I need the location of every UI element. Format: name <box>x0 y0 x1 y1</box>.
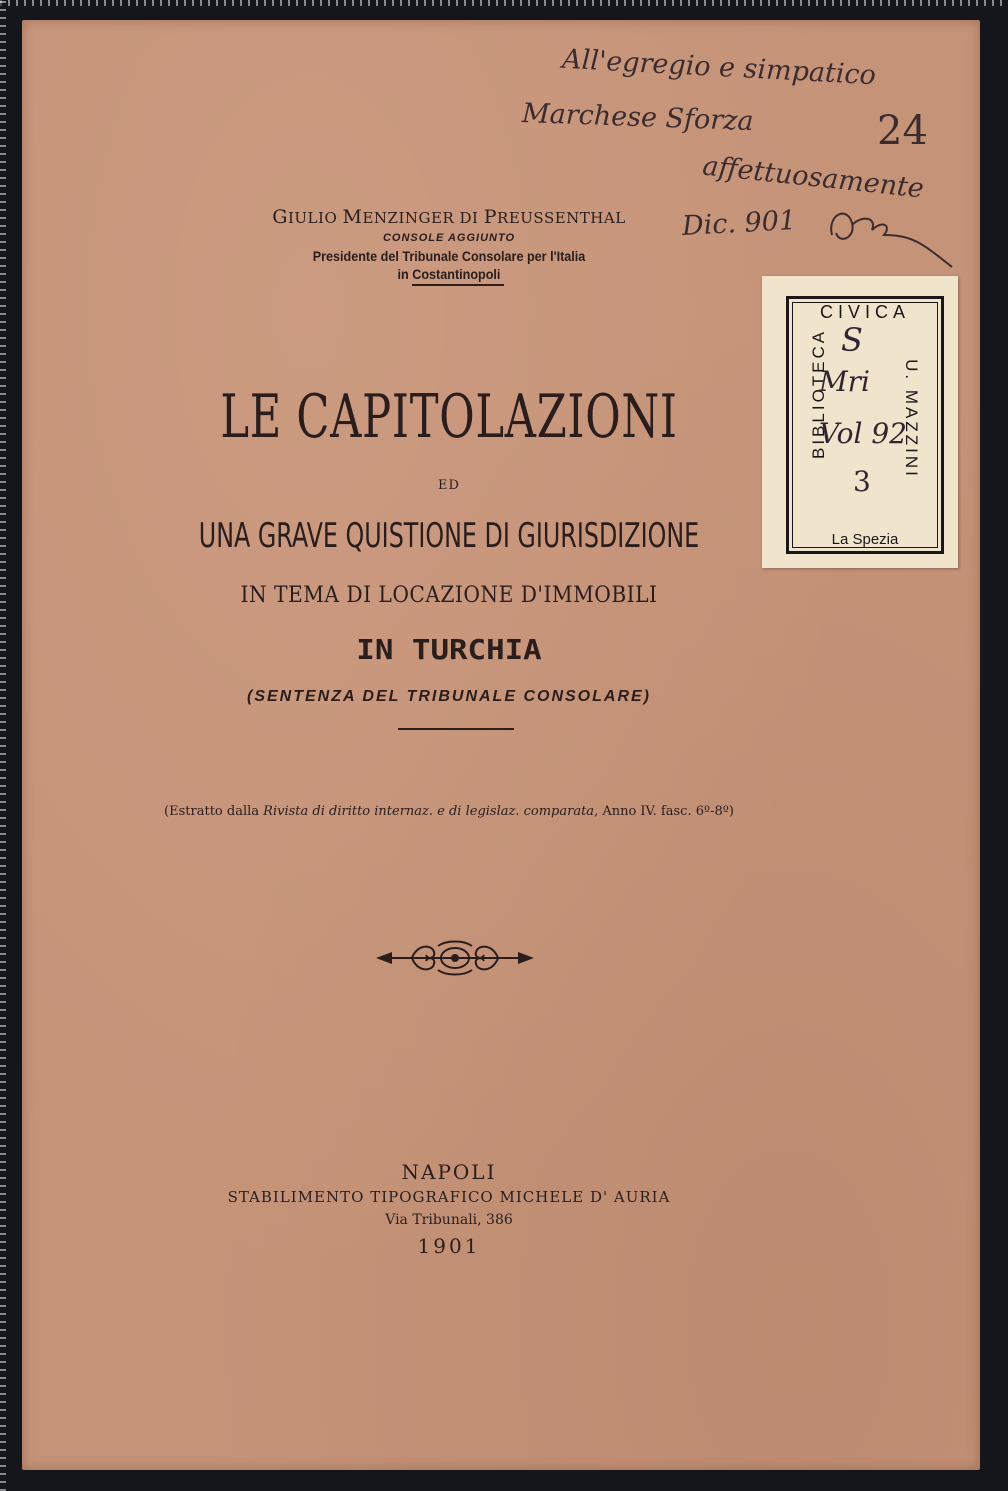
imprint-printer: STABILIMENTO TIPOGRAFICO MICHELE D' AURIA <box>227 1188 671 1206</box>
label-shelf-3: Vol 92 <box>819 417 907 450</box>
author-name: GIULIO MENZINGER DI PREUSSENTHAL <box>272 206 626 228</box>
dedication-line-3: affettuosamente <box>700 150 926 205</box>
library-label <box>762 276 958 568</box>
book-cover <box>22 20 980 1470</box>
label-shelf-2: Mri <box>819 365 871 398</box>
label-bottom-text: La Spezia <box>831 531 899 548</box>
ornament-icon <box>372 938 538 978</box>
subtitle-line-1: UNA GRAVE QUISTIONE DI GIURISDIZIONE <box>198 516 700 556</box>
author-role: CONSOLE AGGIUNTO <box>382 232 516 244</box>
divider-middle <box>398 728 514 730</box>
imprint-year: 1901 <box>417 1234 481 1258</box>
author-office: Presidente del Tribunale Consolare per l'Italia <box>312 248 586 264</box>
label-frame <box>786 296 944 554</box>
scan-ruler-top <box>0 0 1008 6</box>
dedication-line-1: All'egregio e simpatico <box>561 43 877 92</box>
label-right-text: U. MAZZINI <box>902 359 921 479</box>
extract-note: (Estratto dalla Rivista di diritto internaz. e di legislaz. comparata, Anno IV. fasc. 6º-8º) <box>164 804 734 819</box>
main-title: LE CAPITOLAZIONI <box>220 382 678 452</box>
divider-top <box>412 284 504 286</box>
dedication-line-4: Dic. 901 <box>681 205 797 242</box>
imprint-city: NAPOLI <box>401 1160 497 1184</box>
subtitle-line-2: IN TEMA DI LOCAZIONE D'IMMOBILI <box>240 583 658 608</box>
dedication-number: 24 <box>877 108 928 154</box>
imprint-address: Via Tribunali, 386 <box>385 1212 513 1228</box>
subtitle-line-4: (SENTENZA DEL TRIBUNALE CONSOLARE) <box>247 688 651 705</box>
title-connector: ED <box>438 478 460 493</box>
subtitle-line-3: IN TURCHIA <box>356 633 542 666</box>
label-top-text: CIVICA <box>819 302 910 322</box>
label-shelf-1: S <box>841 321 863 359</box>
label-shelf-4: 3 <box>853 465 871 498</box>
dedication-line-2: Marchese Sforza <box>521 97 755 138</box>
author-city: in Costantinopoli <box>397 266 501 282</box>
label-left-text: BIBLIOTECA <box>809 328 828 459</box>
